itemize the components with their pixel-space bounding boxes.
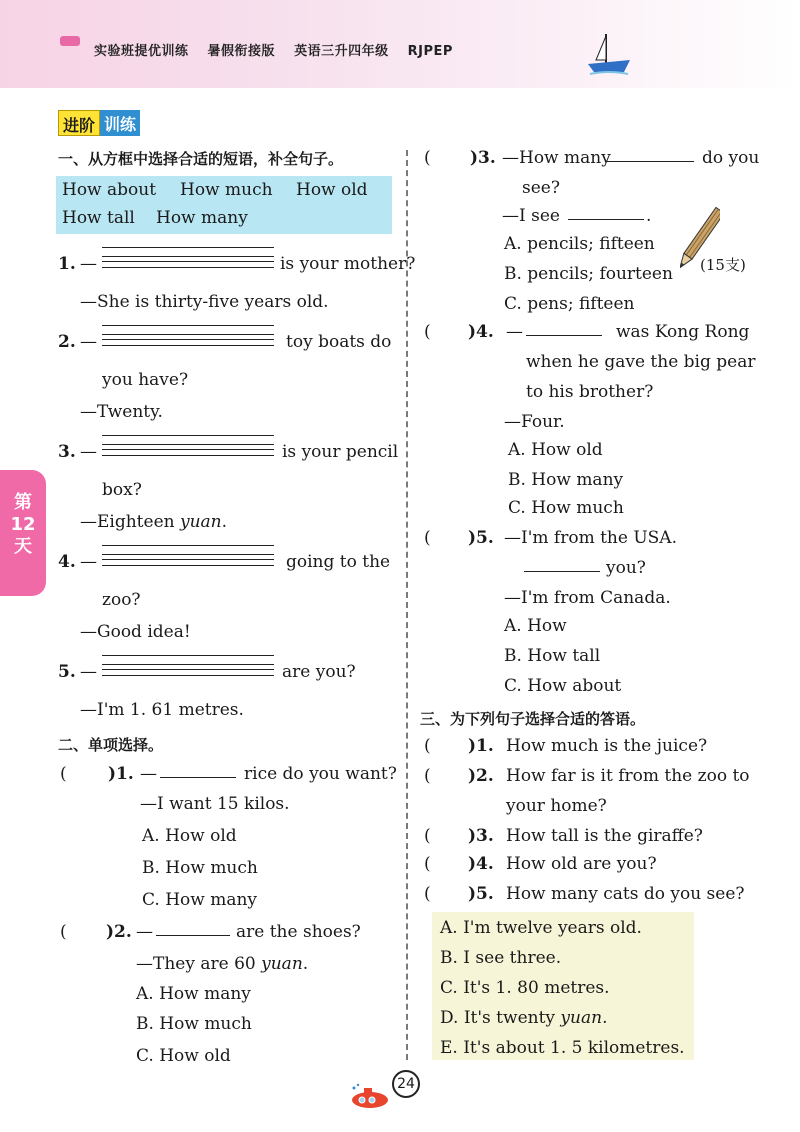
- s3-q2-paren: (: [424, 766, 431, 786]
- s1-q1-answer: —She is thirty-five years old.: [80, 292, 329, 312]
- s2-q4-text: was Kong Rong: [616, 322, 750, 342]
- series-name: 实验班提优训练: [94, 44, 189, 59]
- phrase-option: How many: [156, 208, 248, 228]
- s1-q2-answer: —Twenty.: [80, 402, 163, 422]
- s2-q1-number: )1.: [108, 764, 134, 784]
- s1-q3-text: is your pencil: [282, 442, 399, 462]
- s2-q5-option-b[interactable]: B. How tall: [504, 646, 601, 666]
- section3-title: 三、为下列句子选择合适的答语。: [420, 710, 646, 728]
- s2-q5-paren: (: [424, 528, 431, 548]
- s2-q2-option-c[interactable]: C. How old: [136, 1046, 231, 1066]
- s1-q5-number: 5.: [58, 662, 76, 682]
- s2-q5-text-tail: you?: [606, 558, 646, 578]
- answer-box: [432, 912, 694, 1060]
- s1-q1-blank[interactable]: [102, 256, 274, 268]
- header-title: [94, 40, 467, 59]
- s2-q3-reply: —I see: [502, 206, 560, 226]
- s1-q3-dash: —: [80, 442, 97, 462]
- s3-q1-number: )1.: [468, 736, 494, 756]
- section1-title: 一、从方框中选择合适的短语，补全句子。: [58, 150, 344, 168]
- s3-q4-number: )4.: [468, 854, 494, 874]
- s2-q4-blank[interactable]: [526, 322, 602, 336]
- s2-q3-number: )3.: [470, 148, 496, 168]
- s1-q5-text: are you?: [282, 662, 356, 682]
- answer-b: B. I see three.: [440, 948, 562, 968]
- s3-q1-text: How much is the juice?: [506, 736, 708, 756]
- s1-q5-blank[interactable]: [102, 664, 274, 676]
- s2-q3-option-a[interactable]: A. pencils; fifteen: [504, 234, 655, 254]
- s3-q3-text: How tall is the giraffe?: [506, 826, 703, 846]
- s2-q2-option-b[interactable]: B. How much: [136, 1014, 252, 1034]
- s2-q2-paren: (: [60, 922, 67, 942]
- s3-q2-text-cont: your home?: [506, 796, 607, 816]
- s2-q1-text: rice do you want?: [244, 764, 397, 784]
- s2-q3-text: —How many: [502, 148, 611, 168]
- s3-q3-number: )3.: [468, 826, 494, 846]
- s1-q2-text: toy boats do: [286, 332, 392, 352]
- edition-name: 暑假衔接版: [207, 44, 276, 59]
- s2-q1-paren: (: [60, 764, 67, 784]
- s2-q2-number: )2.: [106, 922, 132, 942]
- phrase-option: How about: [62, 180, 157, 200]
- submarine-icon: [348, 1082, 396, 1110]
- day-tab-line1: 第: [14, 492, 32, 513]
- s2-q5-answer: —I'm from Canada.: [504, 588, 671, 608]
- s2-q3-blank2[interactable]: [568, 206, 644, 220]
- answer-c: C. It's 1. 80 metres.: [440, 978, 610, 998]
- s2-q5-text: —I'm from the USA.: [504, 528, 677, 548]
- s2-q5-blank[interactable]: [524, 558, 600, 572]
- s1-q1-dash: —: [80, 254, 97, 274]
- s2-q1-blank[interactable]: [160, 764, 236, 778]
- s3-q5-paren: (: [424, 884, 431, 904]
- answer-e: E. It's about 1. 5 kilometres.: [440, 1038, 685, 1058]
- s1-q5-answer: —I'm 1. 61 metres.: [80, 700, 244, 720]
- s2-q3-option-c[interactable]: C. pens; fifteen: [504, 294, 635, 314]
- s2-q4-dash: —: [506, 322, 523, 342]
- phrase-box: [56, 176, 392, 234]
- s2-q3-option-b[interactable]: B. pencils; fourteen: [504, 264, 673, 284]
- s2-q4-paren: (: [424, 322, 431, 342]
- s2-q1-option-b[interactable]: B. How much: [142, 858, 258, 878]
- phrase-option: How much: [180, 180, 273, 200]
- s1-q2-number: 2.: [58, 332, 76, 352]
- s2-q2-option-a[interactable]: A. How many: [136, 984, 251, 1004]
- s1-q2-dash: —: [80, 332, 97, 352]
- section-tag: [58, 110, 140, 136]
- s2-q2-text: are the shoes?: [236, 922, 361, 942]
- day-tab: [0, 470, 46, 596]
- s1-q4-answer: —Good idea!: [80, 622, 191, 642]
- s2-q1-option-a[interactable]: A. How old: [142, 826, 237, 846]
- s3-q4-paren: (: [424, 854, 431, 874]
- s3-q5-text: How many cats do you see?: [506, 884, 745, 904]
- s3-q5-number: )5.: [468, 884, 494, 904]
- header-decoration: [60, 36, 80, 46]
- subject-name: 英语三升四年级: [294, 44, 389, 59]
- s2-q1-answer: —I want 15 kilos.: [140, 794, 290, 814]
- s2-q4-answer: —Four.: [504, 412, 565, 432]
- s1-q1-text: is your mother?: [280, 254, 416, 274]
- phrase-option: How old: [296, 180, 368, 200]
- s3-q3-paren: (: [424, 826, 431, 846]
- s2-q1-option-c[interactable]: C. How many: [142, 890, 258, 910]
- s2-q5-option-a[interactable]: A. How: [504, 616, 567, 636]
- s2-q4-option-c[interactable]: C. How much: [508, 498, 624, 518]
- s1-q4-text: going to the: [286, 552, 391, 572]
- s1-q2-blank[interactable]: [102, 334, 274, 346]
- phrase-option: How tall: [62, 208, 135, 228]
- publisher-code: RJPEP: [407, 44, 453, 59]
- s2-q5-number: )5.: [468, 528, 494, 548]
- s1-q4-blank[interactable]: [102, 554, 274, 566]
- answer-d: D. It's twenty yuan.: [440, 1008, 608, 1028]
- tag-part1: 进阶: [58, 110, 100, 136]
- s1-q3-text-cont: box?: [102, 480, 142, 500]
- pencil-count: (15支): [700, 256, 746, 274]
- s1-q5-dash: —: [80, 662, 97, 682]
- s1-q4-text-cont: zoo?: [102, 590, 141, 610]
- s2-q5-option-c[interactable]: C. How about: [504, 676, 622, 696]
- s1-q3-blank[interactable]: [102, 444, 274, 456]
- s3-q2-number: )2.: [468, 766, 494, 786]
- section2-title: 二、单项选择。: [58, 736, 164, 754]
- column-divider: [406, 150, 408, 1060]
- s2-q3-text-cont: see?: [522, 178, 560, 198]
- s2-q4-option-a[interactable]: A. How old: [508, 440, 603, 460]
- s1-q2-text-cont: you have?: [102, 370, 189, 390]
- s1-q4-number: 4.: [58, 552, 76, 572]
- s2-q3-blank1[interactable]: [606, 148, 694, 162]
- page-number: 24: [392, 1070, 420, 1098]
- s1-q3-answer: —Eighteen yuan.: [80, 512, 228, 532]
- tag-part2: 训练: [100, 110, 140, 136]
- s2-q2-dash: —: [136, 922, 153, 942]
- s2-q4-text-cont2: to his brother?: [526, 382, 654, 402]
- boat-icon: [584, 30, 634, 80]
- s2-q2-blank[interactable]: [156, 922, 230, 936]
- s1-q3-number: 3.: [58, 442, 76, 462]
- day-tab-line3: 天: [14, 536, 32, 557]
- s2-q3-text-tail: do you: [702, 148, 760, 168]
- s2-q4-number: )4.: [468, 322, 494, 342]
- s1-q1-number: 1.: [58, 254, 76, 274]
- s2-q4-option-b[interactable]: B. How many: [508, 470, 624, 490]
- s3-q2-text: How far is it from the zoo to: [506, 766, 750, 786]
- s2-q3-paren: (: [424, 148, 431, 168]
- answer-a: A. I'm twelve years old.: [440, 918, 642, 938]
- s3-q1-paren: (: [424, 736, 431, 756]
- day-tab-line2: 12: [10, 514, 36, 535]
- s2-q1-dash: —: [140, 764, 157, 784]
- s3-q4-text: How old are you?: [506, 854, 657, 874]
- s1-q4-dash: —: [80, 552, 97, 572]
- s2-q4-text-cont1: when he gave the big pear: [526, 352, 756, 372]
- s2-q3-period: .: [646, 206, 652, 226]
- s2-q2-answer: —They are 60 yuan.: [136, 954, 309, 974]
